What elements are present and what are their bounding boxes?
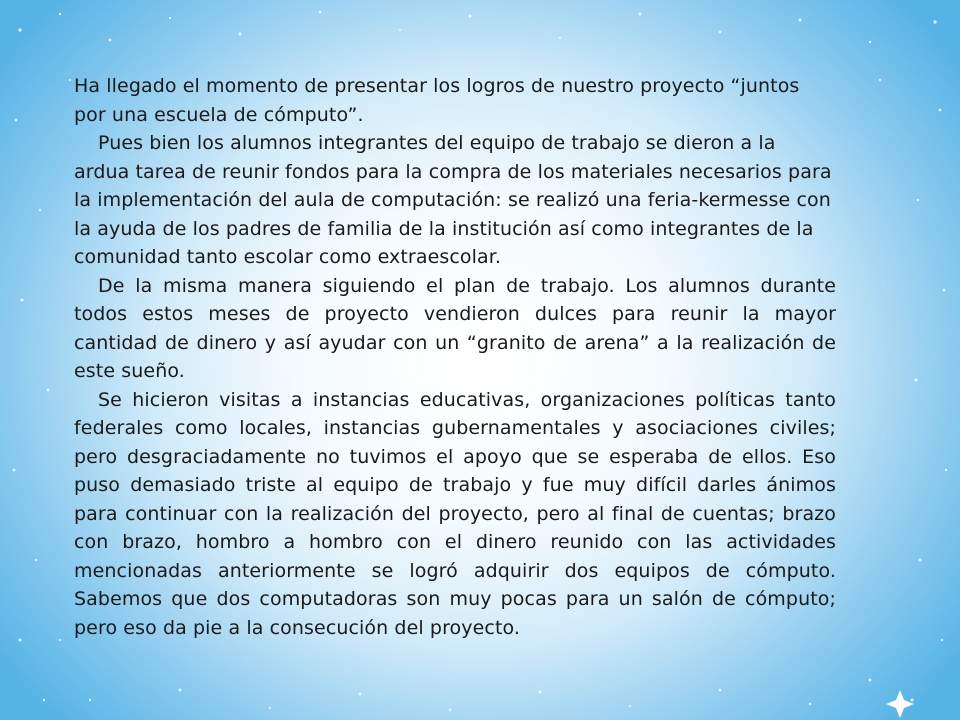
fundraising-paragraph: Pues bien los alumnos integrantes del equipo de trabajo se dieron a la ardua tarea de reunir fondos para la compra de los materiales necesarios para la implementación del aula de computación: se realizó una feria-kermesse con la ayuda de los padres de familia de la institución así como integrantes de la comunidad tanto escolar como extraescolar.	[74, 132, 832, 268]
visits-paragraph: Se hicieron visitas a instancias educativas, organizaciones políticas tanto federales como locales, instancias gubernamentales y asociaciones civiles; pero desgraciadamente no tuvimos el apoyo que se esperaba de ellos. Eso puso demasiado triste al equipo de trabajo y fue muy difícil darles ánimos para continuar con la realización del proyecto, pero al final de cuentas; brazo con brazo, hombro a hombro con el dinero reunido con las actividades mencionadas anteriormente se logró adquirir dos equipos de cómputo. Sabemos que dos computadoras son muy pocas para un salón de cómputo; pero eso da pie a la consecución del proyecto.	[74, 388, 836, 639]
intro-paragraph: Ha llegado el momento de presentar los logros de nuestro proyecto “juntos por una escuela de cómputo”.	[74, 75, 800, 126]
candy-sales-paragraph: De la misma manera siguiendo el plan de trabajo. Los alumnos durante todos estos meses de proyecto vendieron dulces para reunir la mayor cantidad de dinero y así ayudar con un “granito de arena” a la realización de este sueño.	[74, 274, 836, 382]
slide-text-body	[74, 72, 836, 642]
